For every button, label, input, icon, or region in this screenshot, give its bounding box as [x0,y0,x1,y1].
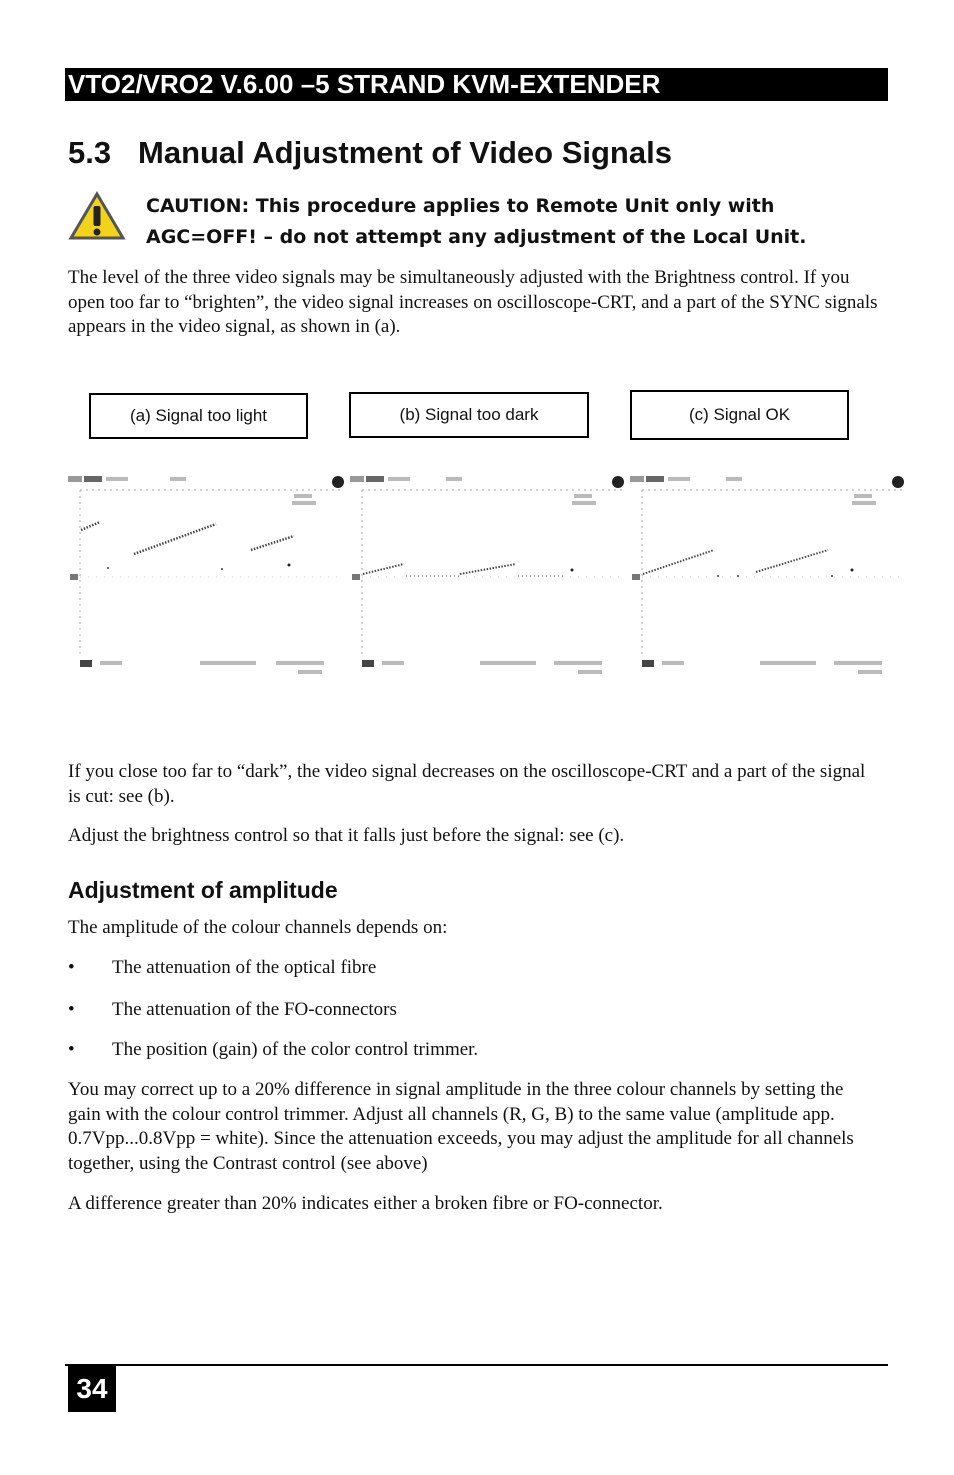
list-item-text: The position (gain) of the color control trimmer. [112,1039,479,1060]
section-number: 5.3 [68,135,112,170]
oscilloscope-trace-c [628,472,910,682]
adjust-paragraph: Adjust the brightness control so that it falls just before the signal: see (c). [68,825,625,846]
warning-icon [68,191,126,241]
section-title-text: Manual Adjustment of Video Signals [138,135,672,170]
intro-paragraph: The level of the three video signals may be simultaneously adjusted with the Brightness control. If you open too far to “brighten”, the video signal increases on oscilloscope-CRT, and a part of the SYNC signals appears in the video signal, as shown in (a). [68,267,878,337]
oscilloscope-trace-b [348,472,630,682]
bullet-marker: • [68,1039,75,1060]
amplitude-intro: The amplitude of the colour channels depends on: [68,917,448,938]
bullet-marker: • [68,957,75,978]
section-title [68,135,672,171]
page-number: 34 [68,1366,116,1412]
header-title: VTO2/VRO2 V.6.00 –5 STRAND KVM-EXTENDER [68,69,661,99]
caution-note [146,191,806,253]
dark-paragraph: If you close too far to “dark”, the video signal decreases on the oscilloscope-CRT and a part of the signal is cut: see (b). [68,761,866,807]
footer-rule [65,1364,888,1366]
bullet-marker: • [68,999,75,1020]
label-signal-too-dark: (b) Signal too dark [349,392,589,438]
list-item [68,998,397,1022]
broken-fibre-paragraph: A difference greater than 20% indicates either a broken fibre or FO-connector. [68,1193,663,1214]
label-signal-too-light: (a) Signal too light [89,393,308,439]
subheading-amplitude: Adjustment of amplitude [68,877,338,903]
list-item-text: The attenuation of the FO-connectors [112,999,397,1020]
caution-line-1: CAUTION: This procedure applies to Remote Unit only with [146,195,775,217]
label-signal-ok: (c) Signal OK [630,390,849,440]
list-item-text: The attenuation of the optical fibre [112,957,377,978]
caution-line-2: AGC=OFF! – do not attempt any adjustment of the Local Unit. [146,226,807,248]
oscilloscope-trace-a [66,472,348,682]
list-item [68,956,376,980]
list-item [68,1038,478,1062]
correction-paragraph: You may correct up to a 20% difference in signal amplitude in the three colour channels by setting the gain with the colour control trimmer. Adjust all channels (R, G, B) to the same value (amplitude app. 0.7Vpp...0.8Vpp = white). Since the attenuation exceeds, you may adjust the amplitude for all channels together, using the Contrast control (see above) [68,1079,854,1174]
